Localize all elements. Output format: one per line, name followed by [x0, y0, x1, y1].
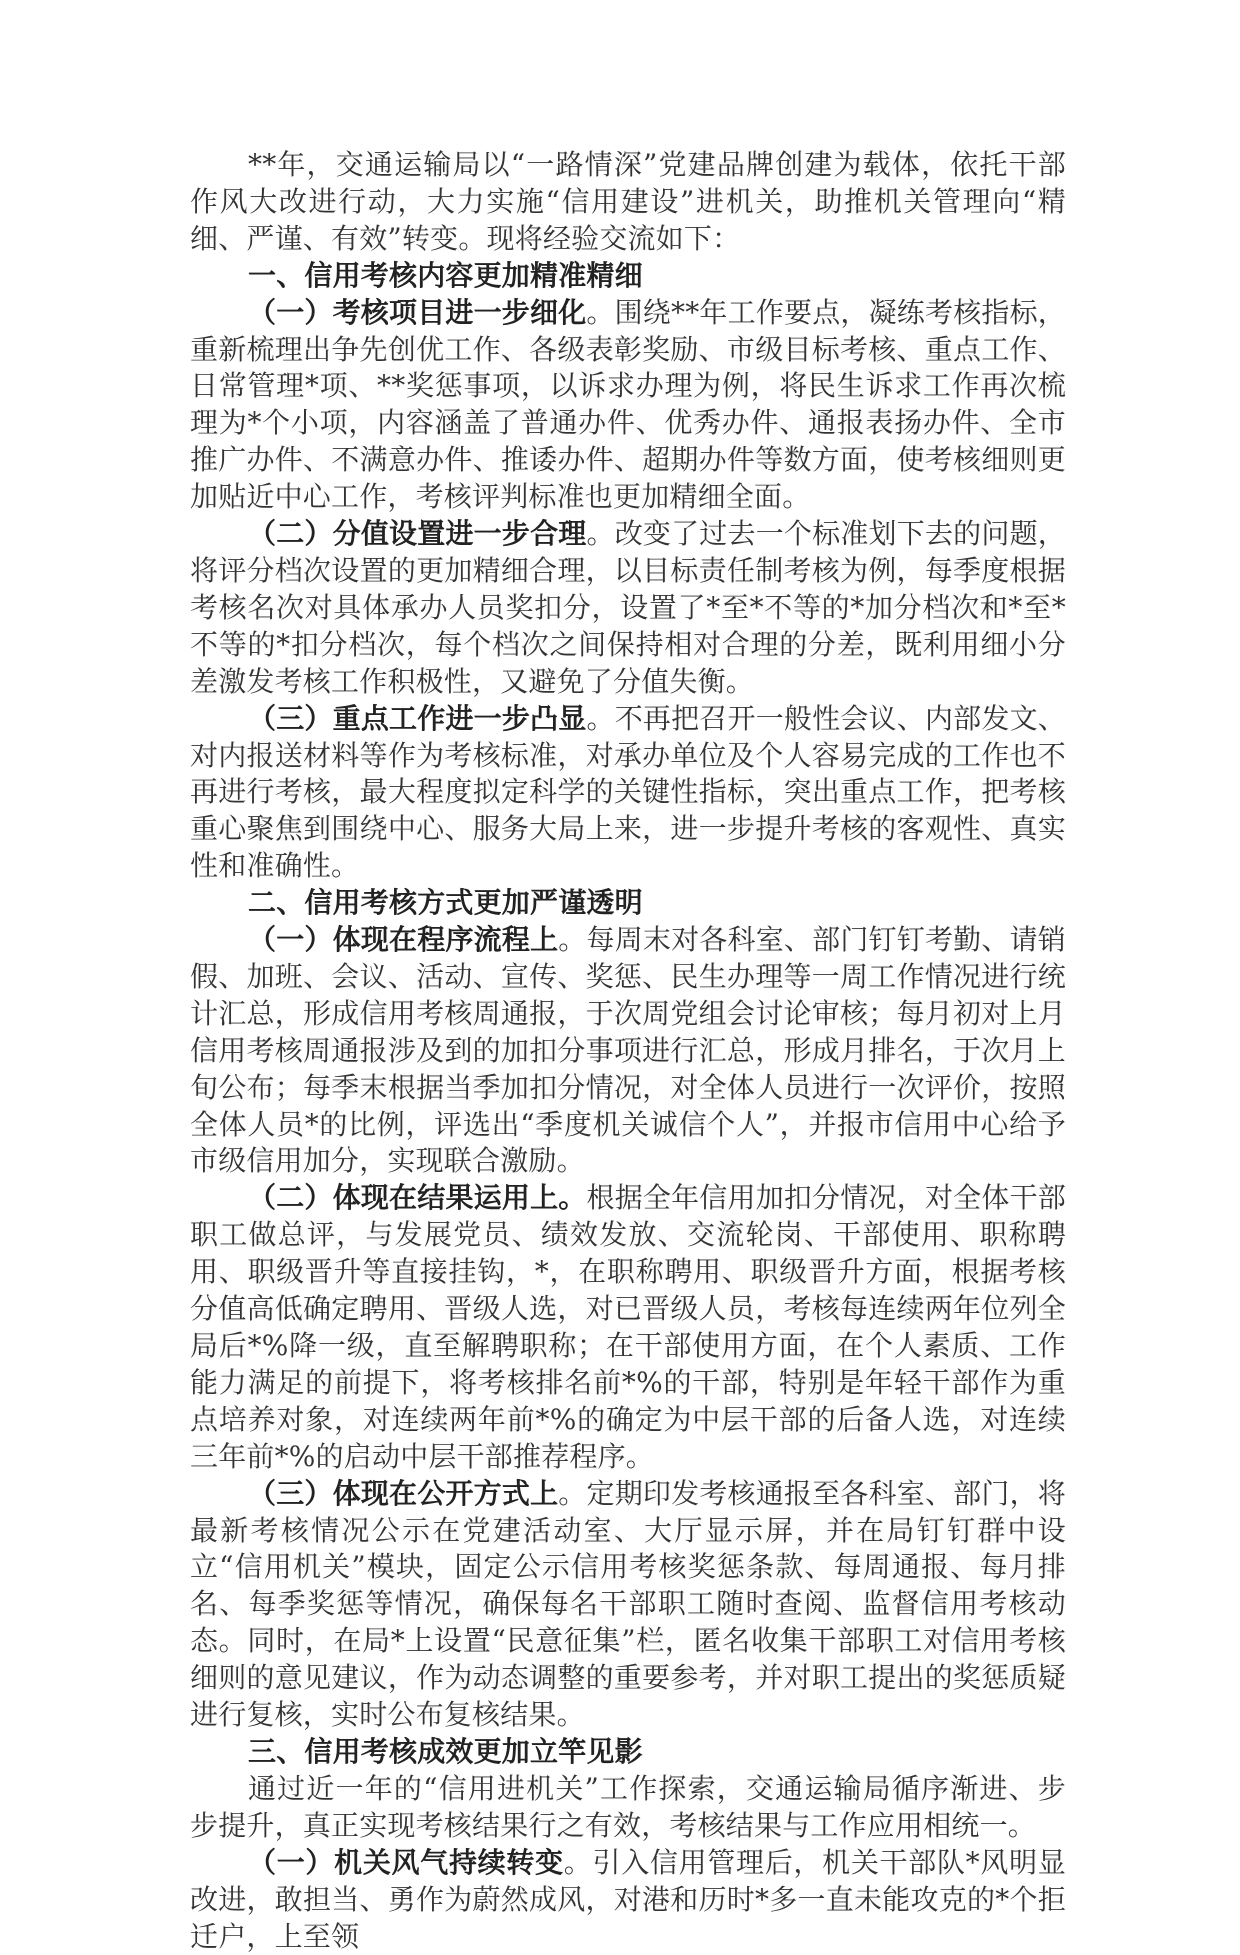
paragraph-2-2 [190, 1180, 1066, 1475]
section-heading-3: 三、信用考核成效更加立竿见影 [248, 1734, 643, 1768]
intro-paragraph [190, 147, 1066, 258]
paragraph-3-intro [190, 1771, 1066, 1845]
paragraph-3-1 [190, 1845, 1066, 1955]
paragraph-1-1 [190, 295, 1066, 516]
section-heading-2: 二、信用考核方式更加严谨透明 [248, 886, 643, 920]
paragraph-lead: （二）分值设置进一步合理 [248, 517, 587, 551]
paragraph-text: 。不再把召开一般性会议、内部发文、对内报送材料等作为考核标准，对承办单位及个人容易完成的工作也不再进行考核，最大程度拟定科学的关键性指标，突出重点工作，把考核重心聚焦到围绕中心、服务大局上来，进一步提升考核的客观性、真实性和准确性。 [190, 701, 1066, 883]
paragraph-lead: （一）体现在程序流程上 [248, 923, 559, 957]
paragraph-2-1 [190, 922, 1066, 1180]
paragraph-text: 。定期印发考核通报至各科室、部门，将最新考核情况公示在党建活动室、大厅显示屏，并在局钉钉群中设立“信用机关”模块，固定公示信用考核奖惩条款、每周通报、每月排名、每季奖惩等情况，确保每名干部职工随时查阅、监督信用考核动态。同时，在局*上设置“民意征集”栏，匿名收集干部职工对信用考核细则的意见建议，作为动态调整的重要参考，并对职工提出的奖惩质疑进行复核，实时公布复核结果。 [190, 1476, 1066, 1732]
document-page [190, 147, 1066, 1955]
paragraph-text: 。每周末对各科室、部门钉钉考勤、请销假、加班、会议、活动、宣传、奖惩、民生办理等一周工作情况进行统计汇总，形成信用考核周通报，于次周党组会讨论审核；每月初对上月信用考核周通报涉及到的加扣分事项进行汇总，形成月排名，于次月上旬公布；每季末根据当季加扣分情况，对全体人员进行一次评价，按照全体人员*的比例，评选出“季度机关诚信个人”，并报市信用中心给予市级信用加分，实现联合激励。 [190, 923, 1066, 1178]
paragraph-text: 。改变了过去一个标准划下去的问题，将评分档次设置的更加精细合理，以目标责任制考核为例，每季度根据考核名次对具体承办人员奖扣分，设置了*至*不等的*加分档次和*至*不等的*扣分档次，每个档次之间保持相对合理的分差，既利用细小分差激发考核工作积极性，又避免了分值失衡。 [190, 517, 1066, 698]
paragraph-lead: （一）考核项目进一步细化 [248, 295, 587, 329]
paragraph-text: 通过近一年的“信用进机关”工作探索，交通运输局循序渐进、步步提升，真正实现考核结果行之有效，考核结果与工作应用相统一。 [190, 1771, 1066, 1842]
paragraph-lead: （一）机关风气持续转变 [248, 1845, 564, 1879]
paragraph-text: **年，交通运输局以“一路情深”党建品牌创建为载体，依托干部作风大改进行动，大力实施“信用建设”进机关，助推机关管理向“精细、严谨、有效”转变。现将经验交流如下： [190, 148, 1066, 255]
paragraph-text: 根据全年信用加扣分情况，对全体干部职工做总评，与发展党员、绩效发放、交流轮岗、干部使用、职称聘用、职级晋升等直接挂钩，*，在职称聘用、职级晋升方面，根据考核分值高低确定聘用、晋级人选，对已晋级人员，考核每连续两年位列全局后*%降一级，直至解聘职称；在干部使用方面，在个人素质、工作能力满足的前提下，将考核排名前*%的干部，特别是年轻干部作为重点培养对象，对连续两年前*%的确定为中层干部的后备人选，对连续三年前*%的启动中层干部推荐程序。 [190, 1181, 1066, 1473]
paragraph-text: 。围绕**年工作要点，凝练考核指标，重新梳理出争先创优工作、各级表彰奖励、市级目标考核、重点工作、日常管理*项、**奖惩事项，以诉求办理为例，将民生诉求工作再次梳理为*个小项，内容涵盖了普通办件、优秀办件、通报表扬办件、全市推广办件、不满意办件、推诿办件、超期办件等数方面，使考核细则更加贴近中心工作，考核评判标准也更加精细全面。 [190, 295, 1067, 514]
paragraph-text: 。引入信用管理后，机关干部队*风明显改进，敢担当、勇作为蔚然成风，对港和历时*多一直未能攻克的*个拒迁户，上至领 [190, 1845, 1066, 1953]
section-heading-1: 一、信用考核内容更加精准精细 [248, 258, 643, 292]
paragraph-1-2 [190, 516, 1066, 701]
paragraph-lead: （二）体现在结果运用上。 [248, 1181, 587, 1215]
paragraph-2-3 [190, 1476, 1066, 1734]
paragraph-lead: （三）重点工作进一步凸显 [248, 701, 587, 735]
paragraph-lead: （三）体现在公开方式上 [248, 1476, 559, 1510]
paragraph-1-3 [190, 701, 1066, 886]
